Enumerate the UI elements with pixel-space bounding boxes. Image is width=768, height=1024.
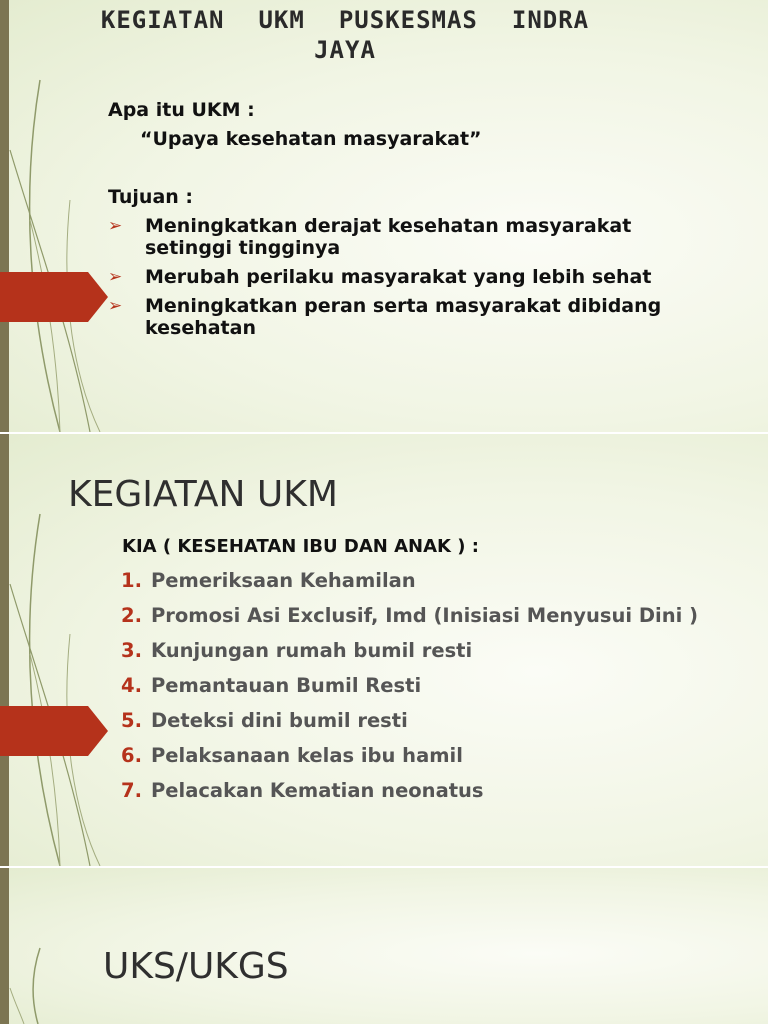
title-word: UKM xyxy=(258,6,305,34)
item-number: 6. xyxy=(121,744,142,767)
apa-itu-label: Apa itu UKM : xyxy=(108,99,255,121)
slide-1 xyxy=(0,0,768,432)
list-item xyxy=(121,569,721,604)
list-item xyxy=(121,709,721,744)
item-number: 2. xyxy=(121,604,142,627)
slide-2-title: KEGIATAN UKM xyxy=(68,474,338,515)
bullet-text: Merubah perilaku masyarakat yang lebih sehat xyxy=(145,266,652,288)
list-item xyxy=(121,779,721,814)
item-number: 7. xyxy=(121,779,142,802)
slide-1-title xyxy=(0,5,690,65)
apa-itu-value: “Upaya kesehatan masyarakat” xyxy=(140,128,482,150)
kia-subtitle: KIA ( KESEHATAN IBU DAN ANAK ) : xyxy=(122,536,479,557)
item-text: Pelaksanaan kelas ibu hamil xyxy=(151,744,463,767)
list-item xyxy=(121,744,721,779)
tujuan-label: Tujuan : xyxy=(108,186,193,208)
arrow-accent-shape xyxy=(0,706,110,756)
title-word: KEGIATAN xyxy=(100,6,225,34)
item-number: 1. xyxy=(121,569,142,592)
list-item xyxy=(108,266,698,288)
bullet-text: Meningkatkan derajat kesehatan masyarakat setinggi tingginya xyxy=(145,215,632,259)
item-text: Promosi Asi Exclusif, Imd (Inisiasi Menyusui Dini ) xyxy=(151,604,698,627)
arrow-bullet-icon: ➢ xyxy=(108,296,123,316)
list-item xyxy=(121,639,721,674)
item-text: Kunjungan rumah bumil resti xyxy=(151,639,473,662)
title-line-2: JAYA xyxy=(314,36,376,64)
item-number: 3. xyxy=(121,639,142,662)
list-item xyxy=(108,295,698,339)
arrow-bullet-icon: ➢ xyxy=(108,267,123,287)
slide-2 xyxy=(0,434,768,866)
slide-3-title: UKS/UKGS xyxy=(103,946,289,987)
item-text: Deteksi dini bumil resti xyxy=(151,709,408,732)
list-item xyxy=(121,604,721,639)
item-text: Pelacakan Kematian neonatus xyxy=(151,779,484,802)
item-number: 5. xyxy=(121,709,142,732)
title-word: INDRA xyxy=(511,6,590,34)
bullet-text: Meningkatkan peran serta masyarakat dibidang kesehatan xyxy=(145,295,662,339)
kia-list xyxy=(121,569,721,814)
list-item xyxy=(121,674,721,709)
item-text: Pemantauan Bumil Resti xyxy=(151,674,422,697)
arrow-bullet-icon: ➢ xyxy=(108,216,123,236)
arrow-accent-shape xyxy=(0,272,110,322)
tujuan-list xyxy=(108,215,698,346)
list-item xyxy=(108,215,698,259)
slide-3 xyxy=(0,868,768,1024)
title-word: PUSKESMAS xyxy=(338,6,478,34)
item-text: Pemeriksaan Kehamilan xyxy=(151,569,416,592)
item-number: 4. xyxy=(121,674,142,697)
